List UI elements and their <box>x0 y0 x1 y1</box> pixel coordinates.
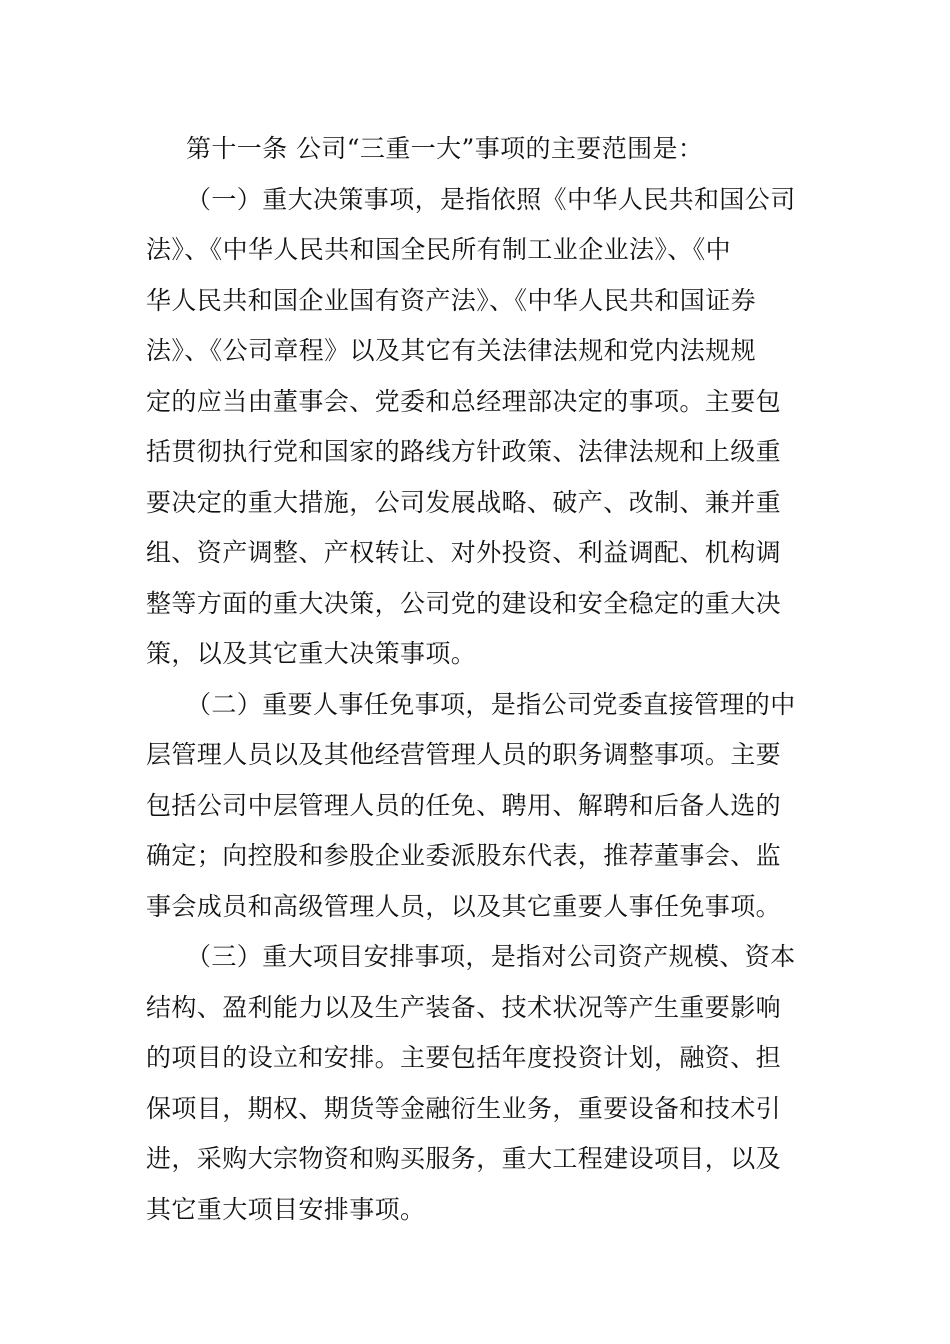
paragraph-line: （一）重大决策事项，是指依照《中华人民共和国公司 <box>186 184 796 214</box>
paragraph-line: 法》、《公司章程》以及其它有关法律法规和党内法规规 <box>146 336 757 365</box>
paragraph-line: 华人民共和国企业国有资产法》、《中华人民共和国证券 <box>146 285 757 315</box>
paragraph-line: 其它重大项目安排事项。 <box>146 1194 426 1224</box>
paragraph-line: （三）重大项目安排事项，是指对公司资产规模、资本 <box>186 942 796 971</box>
paragraph-line: 组、资产调整、产权转让、对外投资、利益调配、机构调 <box>146 538 782 567</box>
paragraph-line: 确定；向控股和参股企业委派股东代表，推荐董事会、监 <box>146 841 782 870</box>
paragraph-line: 策，以及其它重大决策事项。 <box>146 639 477 668</box>
paragraph-line: 包括公司中层管理人员的任免、聘用、解聘和后备人选的 <box>146 790 782 820</box>
paragraph-line: 法》、《中华人民共和国全民所有制工业企业法》、《中 <box>146 235 732 264</box>
paragraph-line: 定的应当由董事会、党委和总经理部决定的事项。主要包 <box>146 386 782 416</box>
paragraph-line: 事会成员和高级管理人员，以及其它重要人事任免事项。 <box>146 891 782 921</box>
article-heading: 第十一条 公司“三重一大”事项的主要范围是： <box>186 134 704 163</box>
document-body <box>146 124 810 1235</box>
paragraph-line: 保项目，期权、期货等金融衍生业务，重要设备和技术引 <box>146 1093 782 1123</box>
paragraph-line: 结构、盈利能力以及生产装备、技术状况等产生重要影响 <box>146 992 782 1022</box>
paragraph-line: （二）重要人事任免事项，是指公司党委直接管理的中 <box>186 689 796 719</box>
paragraph-line: 要决定的重大措施，公司发展战略、破产、改制、兼并重 <box>146 487 782 517</box>
paragraph-line: 括贯彻执行党和国家的路线方针政策、法律法规和上级重 <box>146 437 782 466</box>
paragraph-line: 进，采购大宗物资和购买服务，重大工程建设项目，以及 <box>146 1144 782 1173</box>
paragraph-line: 层管理人员以及其他经营管理人员的职务调整事项。主要 <box>146 740 782 769</box>
paragraph-line: 整等方面的重大决策，公司党的建设和安全稳定的重大决 <box>146 588 782 618</box>
paragraph-line: 的项目的设立和安排。主要包括年度投资计划，融资、担 <box>146 1043 782 1072</box>
